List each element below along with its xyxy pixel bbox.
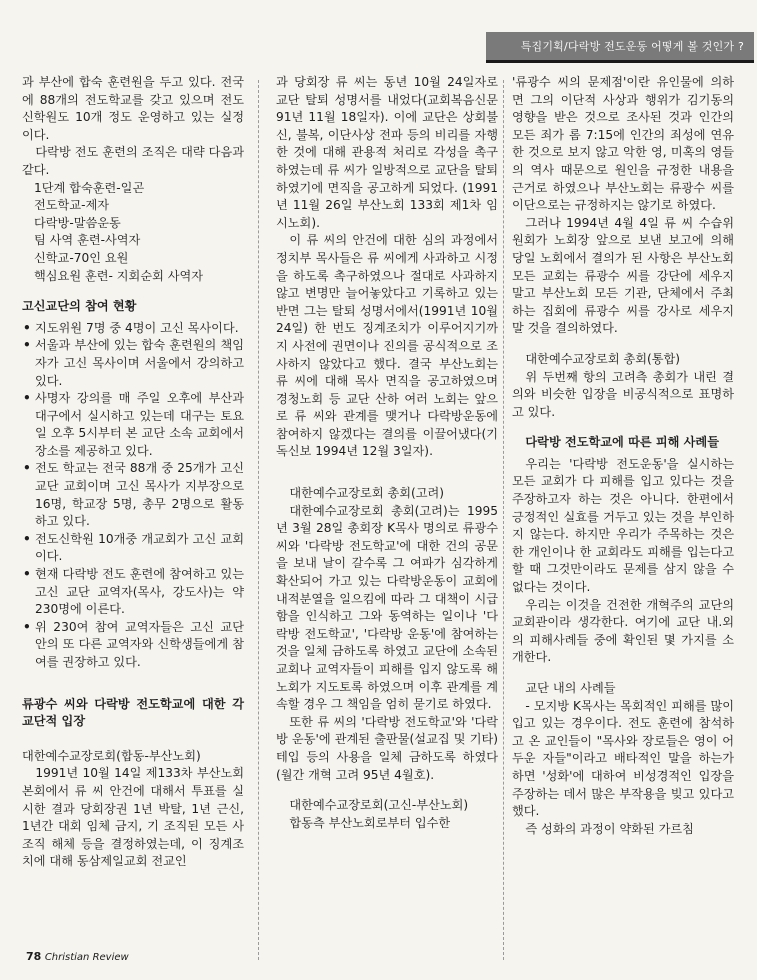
subheading: 대한예수교장로회(합동-부산노회) bbox=[22, 748, 201, 763]
paragraph: 합동측 부산노회로부터 입수한 bbox=[289, 815, 451, 830]
column-right bbox=[512, 74, 734, 838]
paragraph: 과 당회장 류 씨는 동년 10월 24일자로 교단 탈퇴 성명서를 내었다(교회복음신문 91년 11월 18일자). 이에 교단은 상회불신, 불복, 이단사상 전파 등의 비리를 자행한 것에 대해 관용적 처리로 각성을 촉구하였는데 류 씨가 일방적으로 교단을 탈퇴하였기에 면직을 공고하게 되었다. (1991년 11월 26일 부산노회 133회 제1차 임시노회). bbox=[276, 75, 498, 230]
section-heading: 고신교단의 참여 현황 bbox=[22, 299, 137, 314]
paragraph: 과 부산에 합숙 훈련원을 두고 있다. 전국에 88개의 전도학교를 갖고 있으며 전도 신학원도 10개 정도 운영하고 있는 실정이다. bbox=[22, 75, 244, 142]
list-item: 1단계 합숙훈련-일곤 bbox=[34, 180, 145, 195]
org-list bbox=[22, 180, 244, 286]
bullet-list bbox=[22, 320, 244, 672]
column-middle bbox=[276, 74, 498, 832]
paragraph: '류광수 씨의 문제점'이란 유인물에 의하면 그의 이단적 사상과 행위가 김기동의 영향을 받은 것으로 조사된 것과 인간의 모든 죄가 롬 7:15에 인간의 죄성에 연유한 것으로 보지 않고 악한 영, 미혹의 영들의 역사 때문으로 원인을 규정한 내용을 근거로 하였으나 부산노회는 류광수 씨를 이단으로는 규정하지는 않기로 하였다. bbox=[512, 75, 734, 213]
subheading: 대한예수교장로회(고신-부산노회) bbox=[289, 798, 469, 813]
section-heading: 다락방 전도학교에 따른 피해 사례들 bbox=[525, 435, 719, 450]
list-item: 전도학교-제자 bbox=[34, 198, 110, 213]
header-bar bbox=[486, 32, 754, 63]
paragraph: - 모지방 K목사는 목회적인 피해를 많이 입고 있는 경우이다. 전도 훈련에 참석하고 온 교인들이 "목사와 장로들은 영이 어두운 자들"이라고 배타적인 말을 하는가 하면 '성화'에 대하여 비성경적인 입장을 주장하는 데서 많은 부작용을 빚고 있다고 했다. bbox=[512, 698, 734, 819]
page-number: 78 bbox=[26, 950, 42, 963]
paragraph: 우리는 이것을 건전한 개혁주의 교단의 교회관이라 생각한다. 여기에 교단 내.외의 피해사례들 중에 확인된 몇 가지를 소개한다. bbox=[512, 597, 734, 665]
bullet-item: • 전도 학교는 전국 88개 중 25개가 고신 교단 교회이며 고신 목사가 지부장으로 16명, 학교장 5명, 총무 2명으로 활동하고 있다. bbox=[22, 460, 244, 530]
paragraph: 다락방 전도 훈련의 조직은 대략 다음과 같다. bbox=[22, 145, 244, 177]
bullet-item: • 서울과 부산에 있는 합숙 훈련원의 책임자가 고신 목사이며 서울에서 강의하고 있다. bbox=[22, 337, 244, 390]
magazine-name: Christian Review bbox=[44, 952, 129, 963]
bullet-item: • 지도위원 7명 중 4명이 고신 목사이다. bbox=[22, 320, 244, 338]
column-divider bbox=[258, 80, 259, 960]
paragraph: 1991년 10월 14일 제133차 부산노회 본회에서 류 씨 안건에 대해서 투표를 실시한 결과 당회장권 1년 박탈, 1년 근신, 1년간 대회 임체 금지, 기 조직된 모든 사조직 해체 등을 결정하였는데, 이 징계조치에 대해 동삼제일교회 전교인 bbox=[22, 766, 244, 869]
paragraph: 이 류 씨의 안건에 대한 심의 과정에서 정치부 목사들은 류 씨에게 사과하고 시정을 하도록 촉구하였으나 절대로 사과하지 않고 변명만 늘어놓았다고 기록하고 있는 반면 그는 탈퇴 성명서에서(1991년 10월 24일) 한 번도 징계조치가 이루어지기까지 사전에 권면이나 진의를 공식적으로 조사하지 않았다고 했다. 결국 부산노회는 류 씨에 대해 목사 면직을 공고하였으며 경청노회 등 교단 산하 여러 노회는 앞으로 류 씨와 관계를 맺거나 다락방운동에 참여하지 않겠다는 결의를 이끌어냈다(기독신보 1994년 12월 3일자). bbox=[276, 233, 498, 459]
paragraph: 우리는 '다락방 전도운동'을 실시하는 모든 교회가 다 피해를 입고 있다는 것을 주장하고자 하는 것은 아니다. 한편에서 긍정적인 실효를 거두고 있는 것을 부인하지 않는다. 하지만 우리가 주목하는 것은 한 개인이나 한 교회라도 피해를 입는다고 할 때 그것만이라도 문제를 삼지 않을 수 없다는 것이다. bbox=[512, 456, 734, 595]
subheading: 대한예수교장로회 총회(고려) bbox=[289, 486, 445, 501]
paragraph: 즉 성화의 과정이 약화된 가르침 bbox=[525, 821, 694, 836]
bullet-item: • 전도신학원 10개중 개교회가 고신 교회이다. bbox=[22, 531, 244, 566]
paragraph: 위 두번째 항의 고려측 총회가 내린 결의와 비슷한 입장을 비공식적으로 표명하고 있다. bbox=[512, 369, 734, 419]
list-item: 다락방-말씀운동 bbox=[34, 215, 121, 230]
section-heading: 류광수 씨와 다락방 전도학교에 대한 각 교단적 입장 bbox=[22, 696, 244, 729]
subheading: 교단 내의 사례들 bbox=[525, 681, 616, 695]
header-title: 특집기획/다락방 전도운동 어떻게 볼 것인가 ? bbox=[520, 40, 744, 53]
paragraph: 그러나 1994년 4월 4일 류 씨 수습위원회가 노회장 앞으로 보낸 보고에 의해 당일 노회에서 결의가 된 사항은 부산노회 모든 교회는 류광수 씨를 강단에 세우지 말고 부산노회 모든 기관, 단체에서 주최하는 집회에 류광수 씨를 강사로 세우지 말 것을 결의하였다. bbox=[512, 215, 734, 336]
list-item: 팀 사역 훈련-사역자 bbox=[34, 233, 141, 248]
paragraph: 또한 류 씨의 '다락방 전도학교'와 '다락방 운동'에 관계된 출판물(설교집 및 기타) 테입 등의 사용을 일체 금하도록 하였다(월간 개혁 고려 95년 4월호). bbox=[276, 714, 498, 782]
column-left bbox=[22, 74, 244, 871]
list-item: 신학교-70인 요원 bbox=[34, 250, 129, 265]
subheading: 대한예수교장로회 총회(통합) bbox=[525, 351, 681, 366]
bullet-item: • 현재 다락방 전도 훈련에 참여하고 있는 고신 교단 교역자(목사, 강도사)는 약 230명에 이른다. bbox=[22, 566, 244, 619]
page-footer bbox=[26, 950, 129, 963]
bullet-item: • 위 230여 참여 교역자들은 고신 교단 안의 또 다른 교역자와 신학생들에게 참여를 권장하고 있다. bbox=[22, 619, 244, 672]
column-divider bbox=[503, 80, 504, 960]
paragraph: 대한예수교장로회 총회(고려)는 1995년 3월 28일 총회장 K목사 명의로 류광수 씨와 '다락방 전도학교'에 대한 건의 공문을 보내 날이 갈수록 그 여파가 심각하게 확산되어 가고 있는 다락방운동이 교회에 내적분열을 일으킴에 따라 그 대책이 시급함을 인식하고 그와 동역하는 일이나 '다락방 전도학교', '다락방 운동'에 참여하는 것을 일체 금하도록 하였고 교단에 소속된 교회나 교역자들이 피해를 입지 않도록 해 노회가 지도토록 하였으며 이후 관계를 계속할 경우 그 책임을 엄히 묻기로 하였다. bbox=[276, 503, 498, 712]
list-item: 핵심요원 훈련- 지회순회 사역자 bbox=[34, 268, 204, 283]
bullet-item: • 사명자 강의를 매 주일 오후에 부산과 대구에서 실시하고 있는데 대구는 토요일 오후 5시부터 본 교단 소속 교회에서 장소를 제공하고 있다. bbox=[22, 390, 244, 460]
